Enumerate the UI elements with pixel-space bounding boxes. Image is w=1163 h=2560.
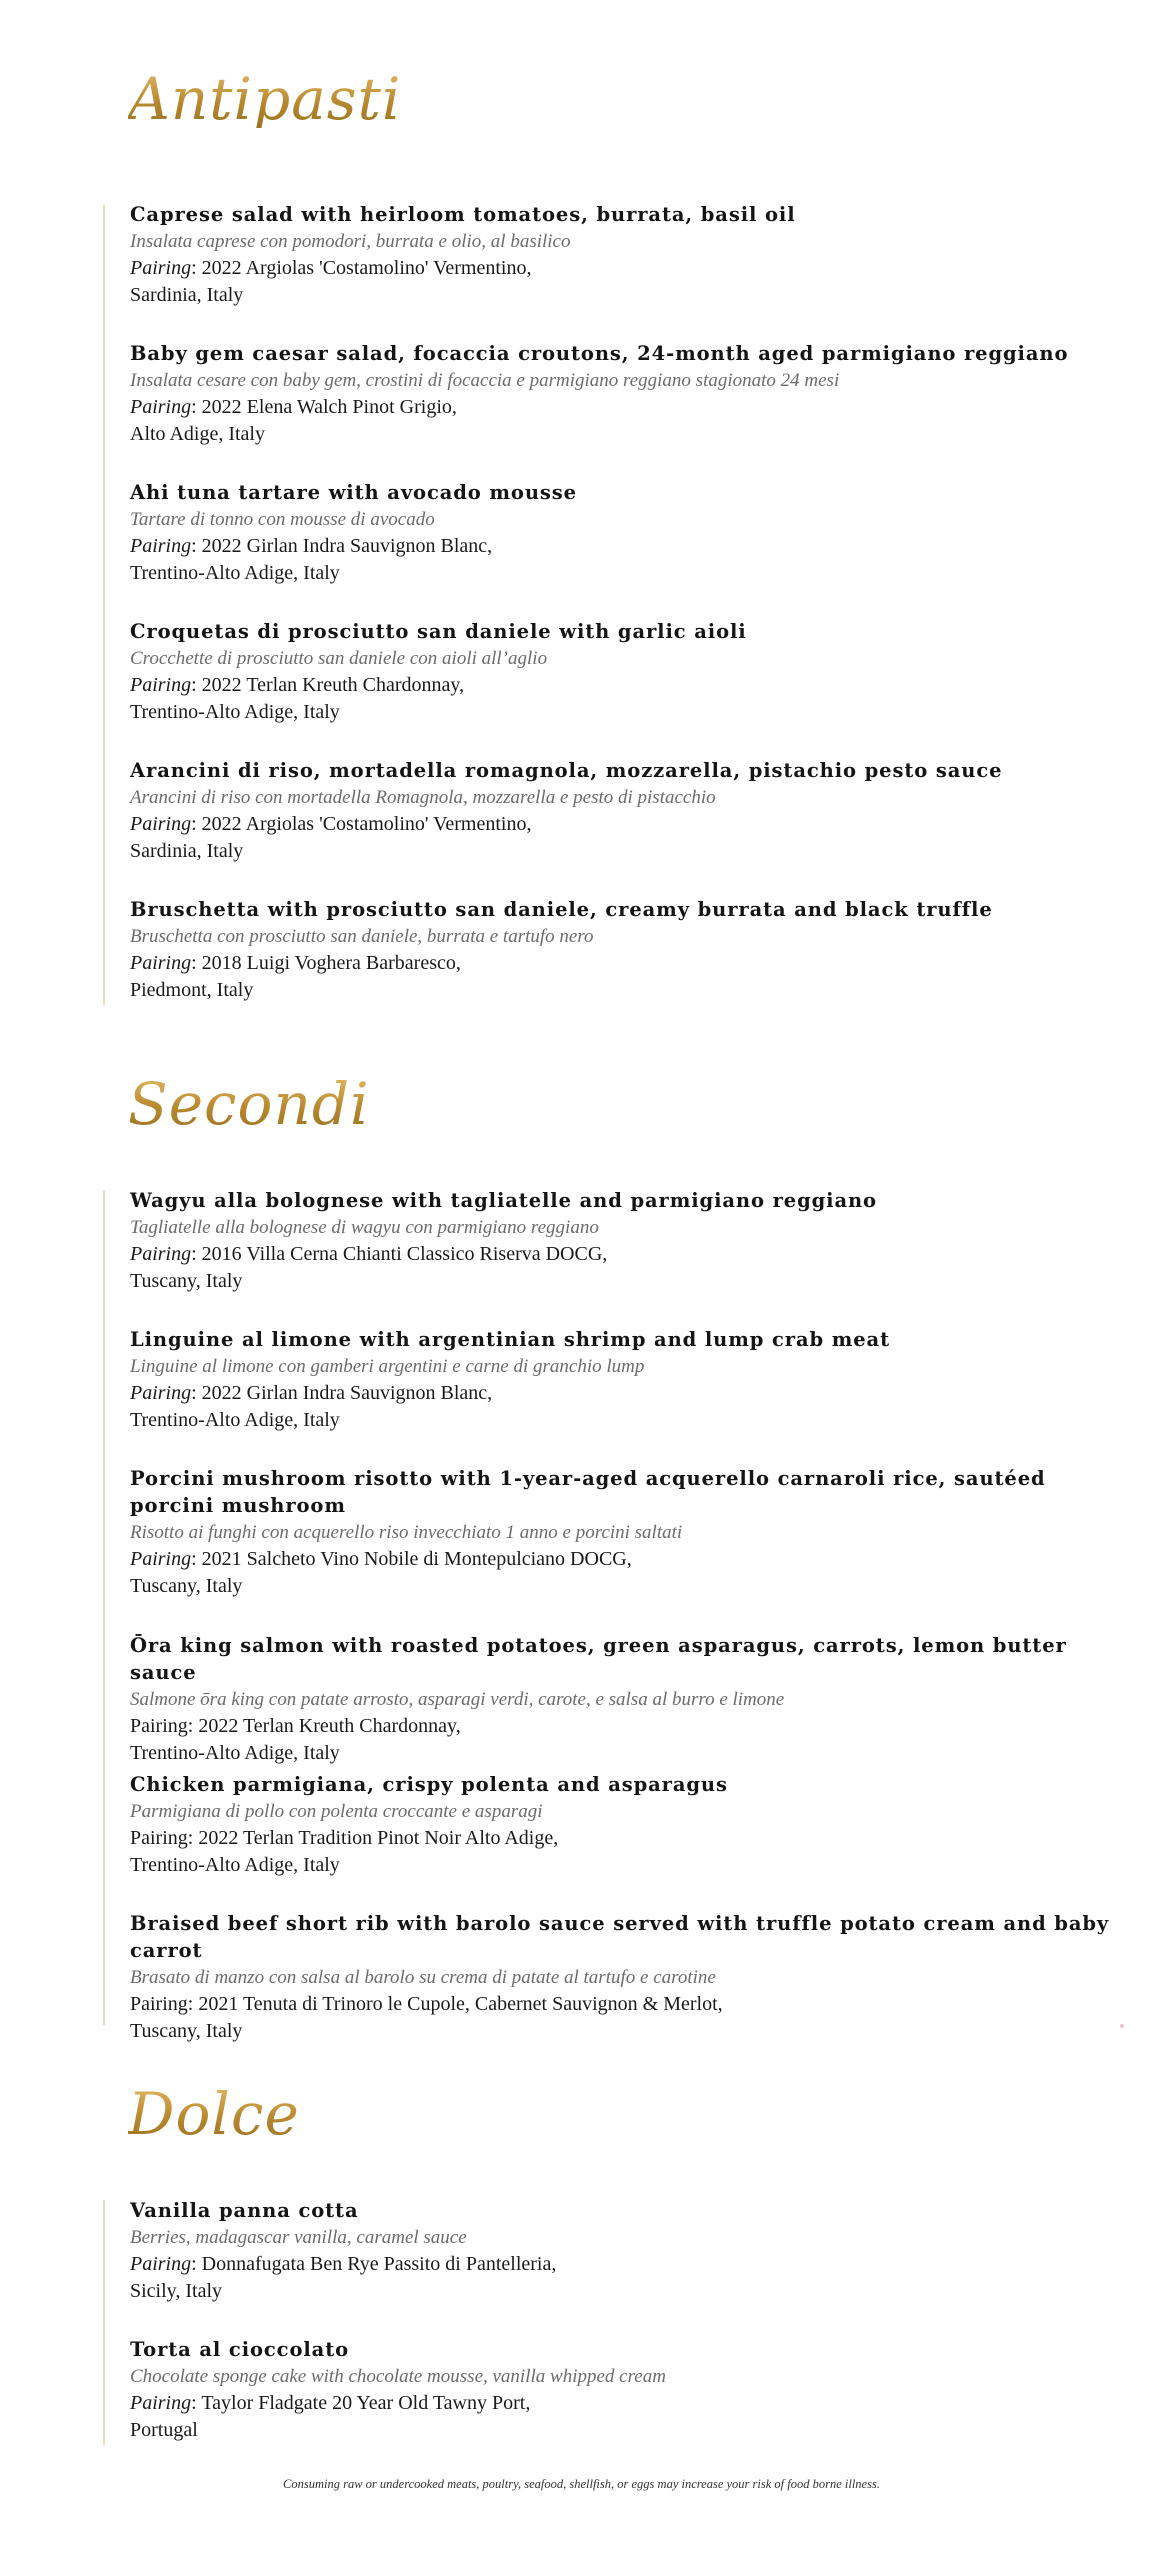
dish-italian-name: Salmone ōra king con patate arrosto, asparagi verdi, carote, e salsa al burro e limone [130, 1689, 785, 1710]
wine-region: Alto Adige, Italy [130, 423, 265, 445]
dish-title: Caprese salad with heirloom tomatoes, burrata, basil oil [130, 203, 796, 226]
wine-pairing: Pairing: 2022 Argiolas 'Costamolino' Vermentino, [130, 257, 532, 279]
wine-pairing: Pairing: 2022 Argiolas 'Costamolino' Vermentino, [130, 813, 532, 835]
dish-italian-name: Risotto ai funghi con acquerello riso invecchiato 1 anno e porcini saltati [130, 1522, 683, 1543]
menu-item [130, 1910, 1130, 2045]
wine-pairing: Pairing: 2022 Terlan Kreuth Chardonnay, [130, 1715, 461, 1737]
menu-item [130, 2197, 1130, 2305]
wine-region: Sardinia, Italy [130, 840, 244, 862]
dish-title: Ahi tuna tartare with avocado mousse [130, 481, 577, 504]
wine-pairing: Pairing: 2016 Villa Cerna Chianti Classico Riserva DOCG, [130, 1243, 608, 1265]
menu-item [130, 1771, 1130, 1879]
wine-region: Trentino-Alto Adige, Italy [130, 1742, 340, 1764]
wine-pairing: Pairing: 2018 Luigi Voghera Barbaresco, [130, 952, 461, 974]
section-heading-dolce: Dolce [128, 2080, 300, 2148]
wine-region: Trentino-Alto Adige, Italy [130, 562, 340, 584]
wine-pairing: Pairing: 2022 Girlan Indra Sauvignon Blanc, [130, 1382, 493, 1404]
dish-italian-name: Insalata caprese con pomodori, burrata e olio, al basilico [130, 231, 571, 252]
dish-italian-name: Insalata cesare con baby gem, crostini di focaccia e parmigiano reggiano stagionato 24 mesi [130, 370, 840, 391]
dish-italian-name: Linguine al limone con gamberi argentini e carne di granchio lump [130, 1356, 645, 1377]
wine-region: Tuscany, Italy [130, 1575, 243, 1597]
menu-item [130, 896, 1130, 1004]
dish-italian-name: Bruschetta con prosciutto san daniele, burrata e tartufo nero [130, 926, 594, 947]
dish-italian-name: Tartare di tonno con mousse di avocado [130, 509, 435, 530]
dish-title: Arancini di riso, mortadella romagnola, mozzarella, pistachio pesto sauce [130, 759, 1003, 782]
menu-item [130, 201, 1130, 309]
wine-region: Trentino-Alto Adige, Italy [130, 1409, 340, 1431]
dish-title: Torta al cioccolato [130, 2338, 350, 2361]
menu-item [130, 1326, 1130, 1434]
wine-pairing: Pairing: 2022 Terlan Kreuth Chardonnay, [130, 674, 465, 696]
menu-item [130, 2336, 1130, 2444]
menu-item [130, 618, 1130, 726]
dish-italian-name: Arancini di riso con mortadella Romagnola, mozzarella e pesto di pistacchio [130, 787, 716, 808]
wine-pairing: Pairing: 2022 Girlan Indra Sauvignon Blanc, [130, 535, 493, 557]
wine-pairing: Pairing: Donnafugata Ben Rye Passito di Pantelleria, [130, 2253, 557, 2275]
decorative-dot [1120, 2024, 1124, 2028]
dish-title: Braised beef short rib with barolo sauce served with truffle potato cream and baby carrot [130, 1912, 1110, 1962]
section-rule [103, 1190, 105, 2025]
dish-title: Wagyu alla bolognese with tagliatelle and parmigiano reggiano [130, 1189, 877, 1212]
section-heading-secondi: Secondi [128, 1070, 370, 1138]
dish-title: Vanilla panna cotta [130, 2199, 359, 2222]
menu-item [130, 1465, 1130, 1600]
wine-region: Trentino-Alto Adige, Italy [130, 701, 340, 723]
dish-title: Linguine al limone with argentinian shrimp and lump crab meat [130, 1328, 891, 1351]
section-rule [103, 2200, 105, 2445]
wine-region: Trentino-Alto Adige, Italy [130, 1854, 340, 1876]
section-rule [103, 205, 105, 1005]
dish-title: Bruschetta with prosciutto san daniele, creamy burrata and black truffle [130, 898, 993, 921]
dish-italian-name: Parmigiana di pollo con polenta croccante e asparagi [130, 1801, 543, 1822]
dish-description: Chocolate sponge cake with chocolate mousse, vanilla whipped cream [130, 2366, 666, 2387]
wine-pairing: Pairing: 2021 Salcheto Vino Nobile di Montepulciano DOCG, [130, 1548, 632, 1570]
wine-region: Tuscany, Italy [130, 1270, 243, 1292]
menu-item [130, 340, 1130, 448]
dish-italian-name: Crocchette di prosciutto san daniele con aioli all’aglio [130, 648, 548, 669]
dish-title: Porcini mushroom risotto with 1-year-aged acquerello carnaroli rice, sautéed porcini mushroom [130, 1467, 1046, 1517]
menu-item [130, 479, 1130, 587]
food-safety-disclaimer: Consuming raw or undercooked meats, poultry, seafood, shellfish, or eggs may increase your risk of food borne illness. [283, 2477, 880, 2491]
dish-title: Croquetas di prosciutto san daniele with garlic aioli [130, 620, 747, 643]
wine-pairing: Pairing: 2022 Elena Walch Pinot Grigio, [130, 396, 457, 418]
dish-title: Ōra king salmon with roasted potatoes, green asparagus, carrots, lemon butter sauce [130, 1634, 1067, 1684]
section-heading-antipasti: Antipasti [128, 65, 402, 133]
wine-pairing: Pairing: 2022 Terlan Tradition Pinot Noir Alto Adige, [130, 1827, 559, 1849]
wine-region: Tuscany, Italy [130, 2020, 243, 2042]
wine-region: Piedmont, Italy [130, 979, 254, 1001]
wine-pairing: Pairing: 2021 Tenuta di Trinoro le Cupole, Cabernet Sauvignon & Merlot, [130, 1993, 723, 2015]
dish-title: Chicken parmigiana, crispy polenta and asparagus [130, 1773, 728, 1796]
wine-region: Sardinia, Italy [130, 284, 244, 306]
dish-italian-name: Brasato di manzo con salsa al barolo su crema di patate al tartufo e carotine [130, 1967, 716, 1988]
wine-region: Portugal [130, 2419, 198, 2441]
dish-italian-name: Tagliatelle alla bolognese di wagyu con parmigiano reggiano [130, 1217, 599, 1238]
menu-item [130, 1632, 1130, 1767]
menu-item [130, 757, 1130, 865]
wine-region: Sicily, Italy [130, 2280, 223, 2302]
dish-description: Berries, madagascar vanilla, caramel sauce [130, 2227, 467, 2248]
dish-title: Baby gem caesar salad, focaccia croutons, 24-month aged parmigiano reggiano [130, 342, 1069, 365]
menu-item [130, 1187, 1130, 1295]
wine-pairing: Pairing: Taylor Fladgate 20 Year Old Tawny Port, [130, 2392, 531, 2414]
